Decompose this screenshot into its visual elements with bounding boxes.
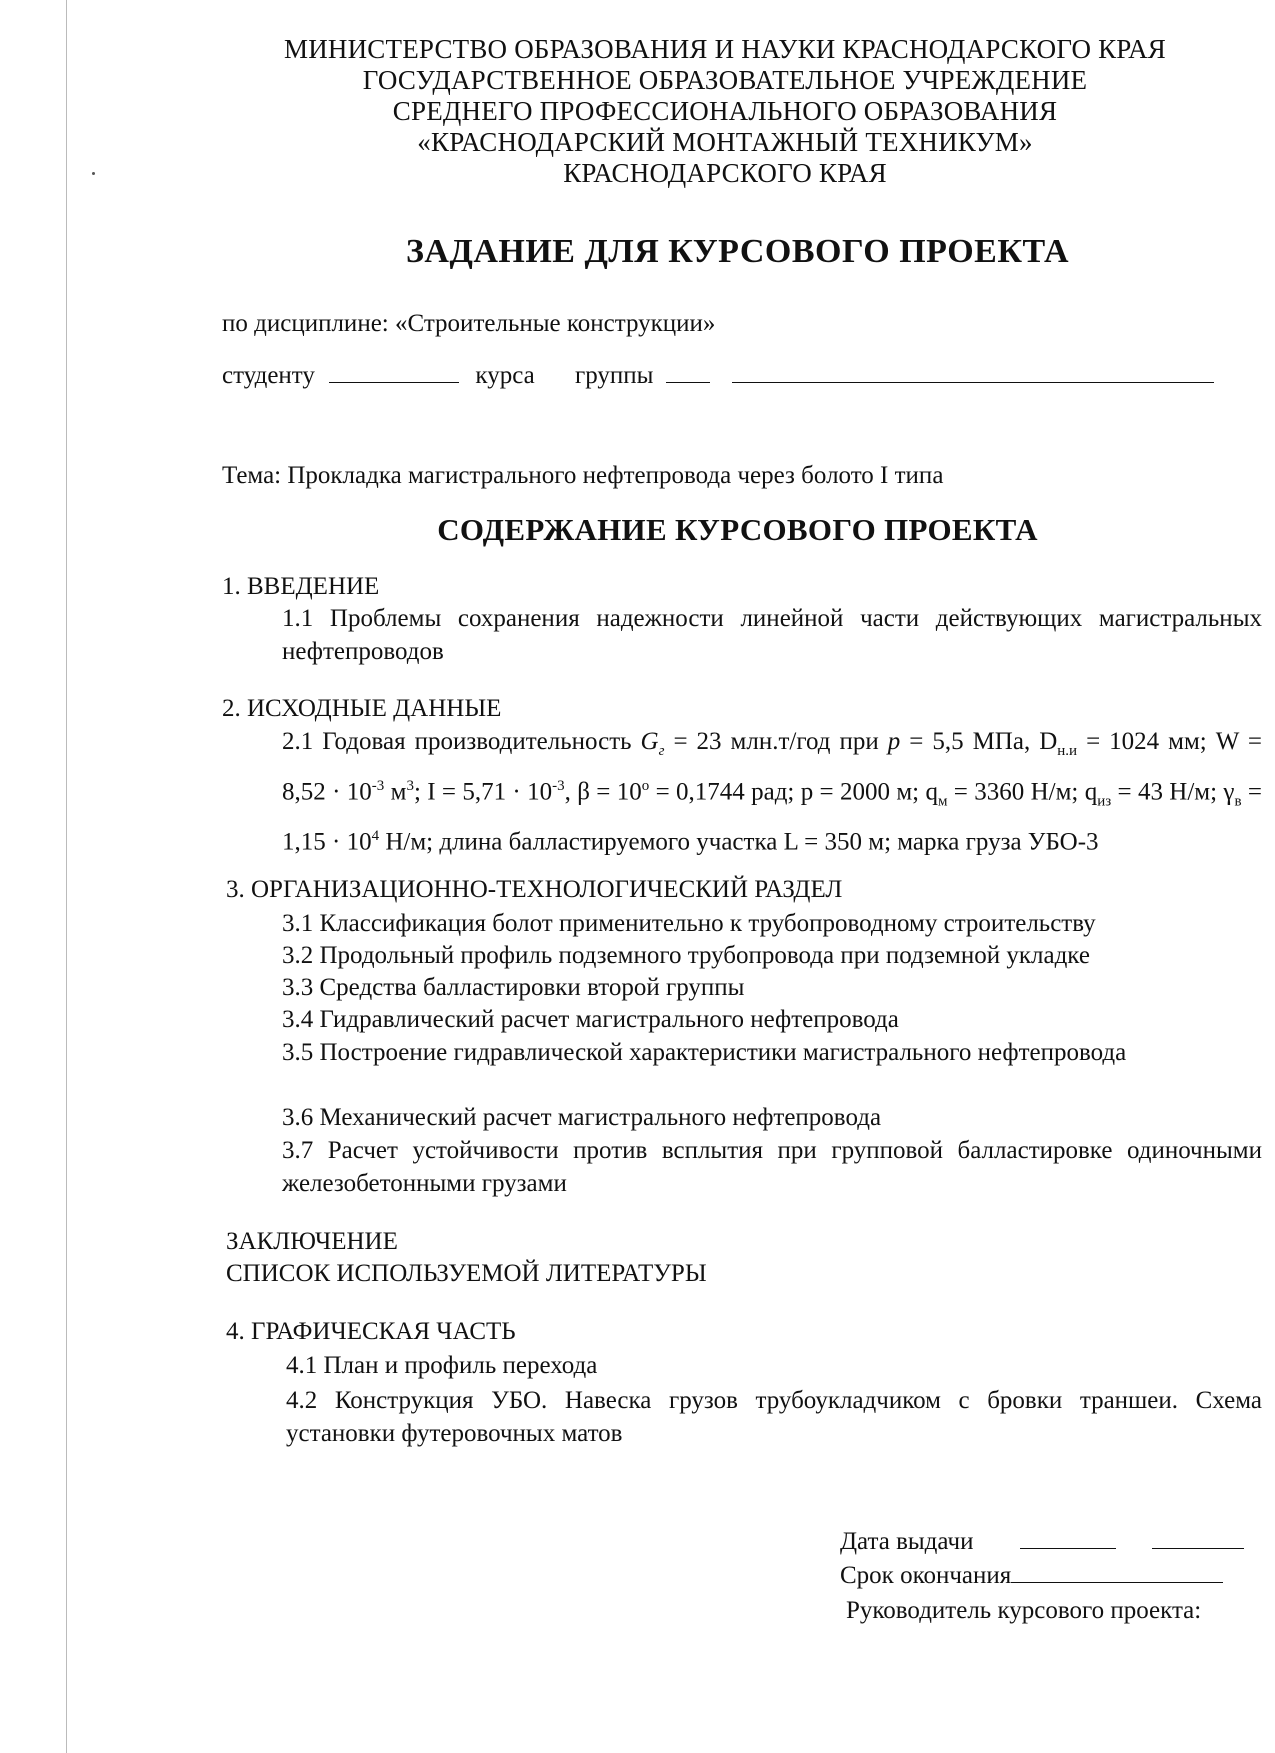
deadline-label: Срок окончания	[840, 1562, 1012, 1589]
conclusion-heading: ЗАКЛЮЧЕНИЕ	[226, 1228, 398, 1255]
initial-data-paragraph: 2.1 Годовая производительность $G_г = 23$ млн.т/год при p = 5,5 МПа, $D_{н.и} = 1024$ мм; $W = 8,52 \cdot 10^{-3}$ $м^3$; $I = 5,71 \cdot 10^{-3}$, $\beta = 10^o = 0,1744$ рад; р = 2000 м; $q_м = 3360$ Н/м; $q_{из} = 43$ Н/м; $\gamma_в = 1,15 \cdot 10^4$ Н/м; длина балластируемого участка L = 350 м; марка груза УБО-3	[282, 728, 1262, 856]
discipline-line: по дисциплине: «Строительные конструкции»	[222, 310, 716, 337]
list-item: 3.3 Средства балластировки второй группы	[282, 974, 745, 1001]
list-item: 3.7 Расчет устойчивости против всплытия при групповой балластировке одиночными железобетонными грузами	[282, 1137, 1262, 1197]
course-blank[interactable]	[329, 362, 459, 383]
header-line: КРАСНОДАРСКОГО КРАЯ	[563, 158, 887, 188]
scan-speck	[92, 172, 95, 175]
list-item: 1.1 Проблемы сохранения надежности линейной части действующих магистральных нефтепроводов	[282, 605, 1262, 665]
header-line: СРЕДНЕГО ПРОФЕССИОНАЛЬНОГО ОБРАЗОВАНИЯ	[392, 96, 1058, 126]
list-item: 3.2 Продольный профиль подземного трубопровода при подземной укладке	[282, 942, 1090, 969]
section-3-heading: 3. ОРГАНИЗАЦИОННО-ТЕХНОЛОГИЧЕСКИЙ РАЗДЕЛ	[226, 876, 843, 903]
group-label: группы	[574, 362, 654, 389]
references-heading: СПИСОК ИСПОЛЬЗУЕМОЙ ЛИТЕРАТУРЫ	[226, 1260, 707, 1287]
section-4-heading: 4. ГРАФИЧЕСКАЯ ЧАСТЬ	[226, 1318, 516, 1345]
list-item: 4.2 Конструкция УБО. Навеска грузов трубоукладчиком с бровки траншеи. Схема установки футеровочных матов	[286, 1387, 1262, 1447]
issue-date-blank-2[interactable]	[1152, 1528, 1244, 1549]
list-item: 4.1 План и профиль перехода	[286, 1352, 598, 1379]
assignment-title: ЗАДАНИЕ ДЛЯ КУРСОВОГО ПРОЕКТА	[405, 233, 1070, 270]
content-title: СОДЕРЖАНИЕ КУРСОВОГО ПРОЕКТА	[437, 512, 1038, 547]
issue-date-line	[840, 1528, 1244, 1556]
list-item: 3.1 Классификация болот применительно к трубопроводному строительству	[282, 910, 1096, 937]
deadline-blank[interactable]	[1011, 1562, 1223, 1583]
name-blank[interactable]	[732, 362, 1214, 383]
section-1-heading: 1. ВВЕДЕНИЕ	[222, 573, 380, 600]
section-2-heading: 2. ИСХОДНЫЕ ДАННЫЕ	[222, 695, 502, 722]
header-line: ГОСУДАРСТВЕННОЕ ОБРАЗОВАТЕЛЬНОЕ УЧРЕЖДЕНИЕ	[362, 65, 1088, 95]
deadline-line	[840, 1562, 1223, 1590]
list-item: 3.6 Механический расчет магистрального нефтепровода	[282, 1104, 882, 1131]
header-line: МИНИСТЕРСТВО ОБРАЗОВАНИЯ И НАУКИ КРАСНОДАРСКОГО КРАЯ	[284, 34, 1166, 64]
issue-date-blank-1[interactable]	[1020, 1528, 1116, 1549]
student-label: студенту	[222, 362, 315, 389]
issue-date-label: Дата выдачи	[840, 1528, 974, 1555]
scan-edge-line	[66, 0, 67, 1753]
course-label: курса	[475, 362, 535, 389]
list-item: 3.4 Гидравлический расчет магистрального нефтепровода	[282, 1006, 899, 1033]
list-item: 3.5 Построение гидравлической характеристики магистрального нефтепровода	[282, 1039, 1127, 1066]
topic-line: Тема: Прокладка магистрального нефтепровода через болото I типа	[222, 462, 944, 489]
ministry-header	[160, 34, 1275, 189]
header-line: «КРАСНОДАРСКИЙ МОНТАЖНЫЙ ТЕХНИКУМ»	[417, 127, 1033, 157]
supervisor-label: Руководитель курсового проекта:	[846, 1597, 1202, 1624]
group-blank[interactable]	[666, 362, 710, 383]
student-line	[222, 362, 1214, 390]
